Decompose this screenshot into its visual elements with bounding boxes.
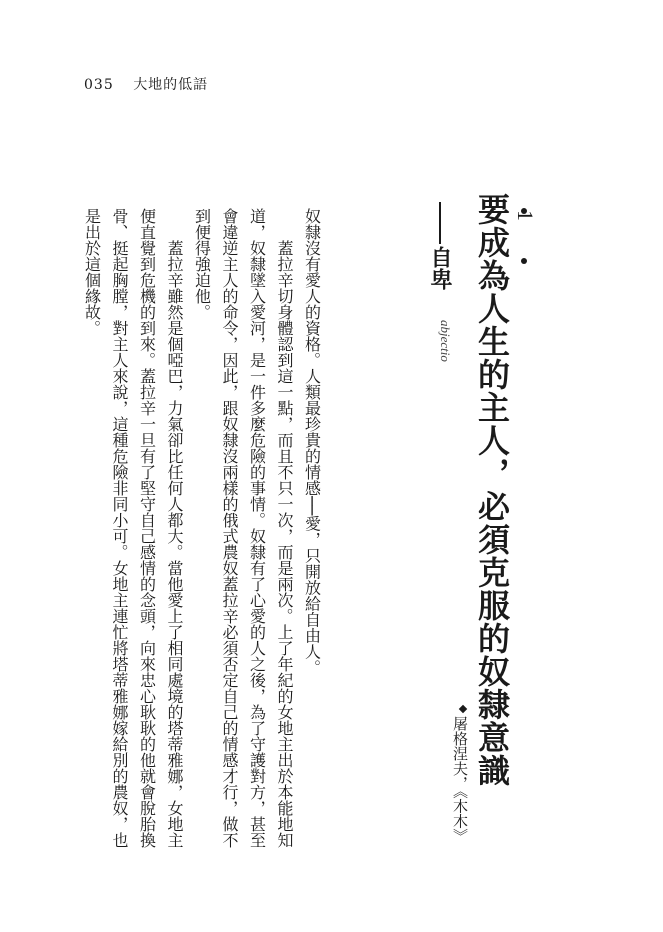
chapter-number-dot-bottom	[521, 258, 527, 264]
em-dash	[426, 200, 454, 246]
running-title: 大地的低語	[133, 77, 209, 93]
body-paragraph: 蓋拉辛切身體認到這一點，而且不只一次，而是兩次。上了年紀的女地主出於本能地知道，奴隸墜入愛河，是一件多麼危險的事情。奴隸有了心愛的人之後，為了守護對方，甚至會違逆主人的命令，因此，跟奴隸沒兩樣的俄式農奴蓋拉辛必須否定自己的情感才行，做不到便得強迫他。	[192, 208, 294, 848]
chapter-subtitle: 自卑	[427, 246, 453, 290]
body-paragraph: 蓋拉辛雖然是個啞巴，力氣卻比任何人都大。當他愛上了相同處境的塔蒂雅娜，女地主便直覺到危機的到來。蓋拉辛一旦有了堅守自己感情的念頭，向來忠心耿耿的他就會脫胎換骨、挺起胸膛，對主人來說，這種危險非同小可。女地主連忙將塔蒂雅娜嫁給別的農奴，也是出於這個緣故。	[82, 208, 184, 848]
quote-attribution: 屠格涅夫，《木木》	[451, 716, 469, 844]
chapter-latin-term: abjectio	[438, 320, 453, 362]
chapter-title: 要成為人生的主人，必須克服的奴隸意識	[473, 193, 511, 787]
body-text	[78, 208, 326, 858]
quote-bullet	[459, 705, 467, 713]
running-header	[84, 76, 208, 94]
body-paragraph: 奴隸沒有愛人的資格。人類最珍貴的情感──愛，只開放給自由人。	[302, 208, 322, 676]
chapter-number: 1	[513, 210, 538, 221]
page-number: 035	[84, 77, 114, 93]
chapter-subtitle-block	[426, 200, 454, 290]
